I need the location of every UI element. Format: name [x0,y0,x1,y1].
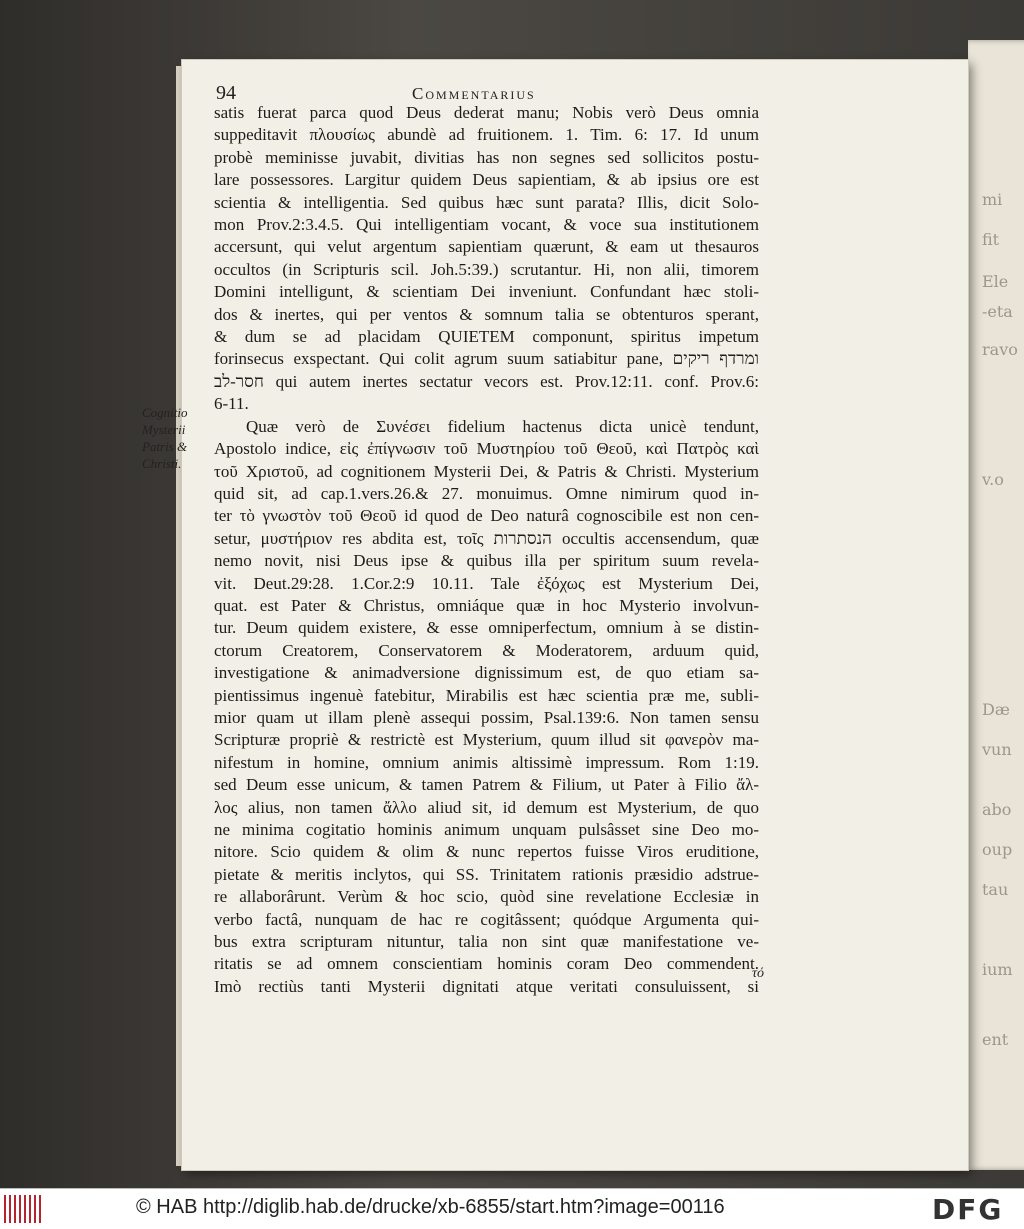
dfg-logo: DFG [932,1193,1004,1226]
text-line: accersunt, qui velut argentum sapientiam quærunt, & eam ut thesauros [214,237,759,257]
text-line: scientia & intelligentia. Sed quibus hæc sunt parata? Illis, dicit Solo- [214,192,759,212]
text-line: quat. est Pater & Christus, omniáque quæ in hoc Mysterio involvun- [214,595,759,615]
text-line: sed Deum esse unicum, & tamen Patrem & Filium, ut Pater à Filio ἄλ- [214,775,759,795]
text-line: τοῦ Χριστοῦ, ad cognitionem Mysterii Dei, & Patris & Christi. Mysterium [214,461,759,481]
text-line: bus extra scripturam nituntur, talia non sint quæ manifestatione ve- [214,932,759,952]
text-line: Apostolo indice, εἰς ἐπίγνωσιν τοῦ Μυστηρίου τοῦ Θεοῦ, καὶ Πατρὸς καὶ [214,439,759,459]
main-text [214,102,759,998]
source-link[interactable]: © HAB http://diglib.hab.de/drucke/xb-6855/start.htm?image=00116 [136,1196,725,1218]
marginal-line: Mysterii [142,422,186,437]
text-line: pientissimus ingenuè fatebitur, Mirabilis est hæc scientia præ me, subli- [214,685,759,705]
text-line: suppeditavit πλουσίως abundè ad fruitionem. 1. Tim. 6: 17. Id unum [214,125,759,145]
footer-bar [0,1188,1024,1229]
paragraph-1 [214,102,759,416]
text-line: quid sit, ad cap.1.vers.26.& 27. monuimus. Omne nimirum quod in- [214,483,759,503]
marginal-note [142,404,202,472]
text-line: ne minima cogitatio hominis animum unquam pulsâsset sine Deo mo- [214,820,759,839]
text-line: setur, μυστήριον res abdita est, τοῖς הנסתרות occultis accensendum, quæ [214,528,759,548]
marginal-line: Cognitio [142,405,188,420]
text-line: mior quam ut illam plenè assequi possim, Psal.139:6. Non tamen sensu [214,707,759,727]
text-line: Quæ verò de Συνέσει fidelium hactenus dicta unicè tendunt, [246,416,759,436]
text-line: nitore. Scio quidem & olim & nunc repertos fuisse Viros eruditione, [214,842,759,862]
text-line: tur. Deum quidem existere, & esse omniperfectum, omnium à se distin- [214,618,759,638]
text-line: nifestum in homine, omnium animis altissimè impressum. Rom 1:19. [214,752,759,772]
text-line: & dum se ad placidam QUIETEM componunt, spiritus impetum [214,327,759,347]
running-head: Commentarius [412,84,536,103]
text-line: חסר-לב qui autem inertes sectatur vecors est. Prov.12:11. conf. Prov.6: [214,371,759,391]
text-line: λος alius, non tamen ἄλλο aliud sit, id demum est Mysterium, de quo [214,797,759,817]
text-line: pietate & meritis inclytos, qui SS. Trinitatem rationis præsidio adstrue- [214,864,759,884]
text-line: vit. Deut.29:28. 1.Cor.2:9 10.11. Tale ἐξόχως est Mysterium Dei, [214,573,759,593]
text-line: Scripturæ propriè & restrictè est Mysterium, quum illud sit φανερὸν ma- [214,730,759,750]
page-number: 94 [216,82,236,104]
next-page-edge: mi fit Ele -eta ravo v.o Dæ vun abo oup tau ium ent [968,40,1024,1170]
text-line: mon Prov.2:3.4.5. Qui intelligentiam vocant, & voce sua institutionem [214,215,759,235]
text-line: ritatis se ad omnem conscientiam hominis coram Deo commendent. [214,954,759,974]
text-line: 6-11. [214,394,249,414]
text-line: nemo novit, nisi Deus ipse & quibus illa per spiritum suum revela- [214,551,759,571]
barcode-logo-icon [4,1195,46,1223]
text-line: investigatione & animadversione dignissimum est, de quo etiam sa- [214,663,759,683]
marginal-line: Patris & [142,439,188,454]
text-line: ter τὸ γνωστὸν τοῦ Θεοῦ id quod de Deo naturâ cognoscibile est non cen- [214,506,759,526]
paragraph-2 [214,416,759,999]
catchword: τό [752,966,765,981]
text-line: satis fuerat parca quod Deus dederat manu; Nobis verò Deus omnia [214,103,759,122]
text-line: dos & inertes, qui per ventos & somnum talia se obtenturos sperant, [214,304,759,324]
text-line: forinsecus exspectant. Qui colit agrum suum satiabitur pane, ומרדף ריקים [214,349,760,369]
text-line: ctorum Creatorem, Conservatorem & Moderatorem, arduum quid, [214,640,759,660]
text-line: re allaborârunt. Verùm & hoc scio, quòd sine revelatione Ecclesiæ in [214,887,759,907]
text-line: lare possessores. Largitur quidem Deus sapientiam, & ab ipsius ore est [214,170,759,190]
text-line: Domini intelligunt, & scientiam Dei inveniunt. Confundant hæc stoli- [214,282,759,302]
text-line: Imò rectiùs tanti Mysterii dignitati atque veritati consuluissent, si [214,976,759,996]
text-line: probè meminisse juvabit, divitias has non segnes sed sollicitos postu- [214,147,759,167]
text-line: verbo factâ, nunquam de hac re cogitâssent; quódque Argumenta qui- [214,909,759,929]
marginal-line: Christi. [142,456,182,471]
text-line: occultos (in Scripturis scil. Joh.5:39.) scrutantur. Hi, non alii, timorem [214,259,759,279]
